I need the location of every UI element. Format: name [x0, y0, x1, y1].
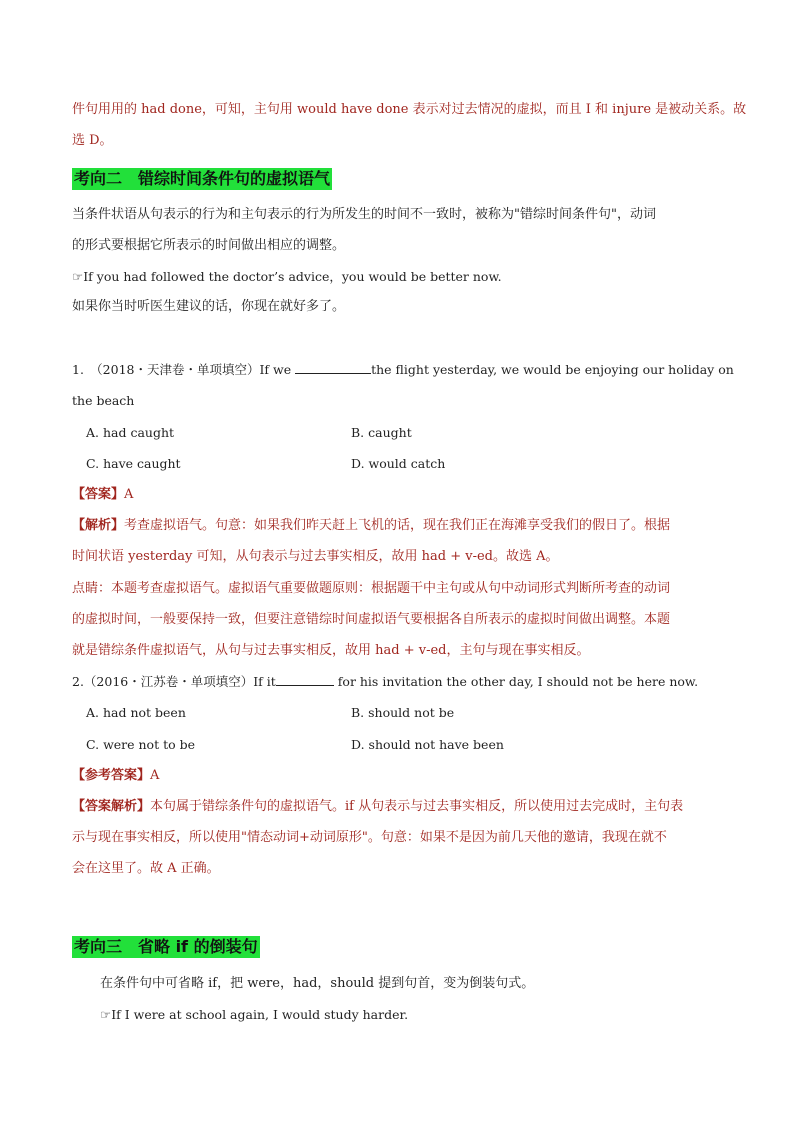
hand-pointer-icon: ☞: [72, 269, 84, 284]
section2-example-en: ☞If you had followed the doctor’s advice，you would be better now.: [72, 269, 502, 284]
q1-stem-line-2: the beach: [72, 393, 135, 408]
q1-stem: 1. （2018・天津卷・单项填空）If we the flight yesterday, we would be enjoying our holiday on: [72, 362, 734, 377]
q2-analysis-line-3: 会在这里了。故 A 正确。: [72, 861, 220, 876]
q1-tip-line-2: 的虚拟时间，一般要保持一致，但要注意错综时间虚拟语气要根据各自所表示的虚拟时间做出调整。本题: [72, 612, 671, 627]
section3-para: 在条件句中可省略 if，把 were，had，should 提到句首，变为倒装句式。: [100, 976, 535, 991]
q1-answer: 【答案】A: [72, 487, 134, 502]
q1-tip-line-1: 点睛：本题考查虚拟语气。虚拟语气重要做题原则：根据题干中主句或从句中动词形式判断所考查的动词: [72, 581, 671, 596]
q1-answer-blank: [295, 361, 371, 374]
section2-para-line-2: 的形式要根据它所表示的时间做出相应的调整。: [72, 238, 346, 253]
q1-analysis-line-1: 【解析】考查虚拟语气。句意：如果我们昨天赶上飞机的话，现在我们正在海滩享受我们的假日了。根据: [72, 518, 671, 533]
section2-para-line-1: 当条件状语从句表示的行为和主句表示的行为所发生的时间不一致时，被称为"错综时间条件句"，动词: [72, 207, 656, 222]
section-heading-2: 考向二 错综时间条件句的虚拟语气: [74, 169, 331, 188]
q1-option-a: A. had caught: [86, 425, 175, 440]
hand-pointer-icon: ☞: [100, 1007, 112, 1022]
q2-analysis-line-2: 示与现在事实相反，所以使用"情态动词+动词原形"。句意：如果不是因为前几天他的邀请，我现在就不: [72, 830, 667, 845]
q1-option-b: B. caught: [351, 425, 412, 440]
q2-answer-blank: [276, 673, 334, 686]
q2-option-d: D. should not have been: [351, 737, 504, 752]
intro-line-1: 件句用用的 had done，可知，主句用 would have done 表示对过去情况的虚拟，而且 I 和 injure 是被动关系。故: [72, 102, 747, 117]
q2-analysis-line-1: 【答案解析】本句属于错综条件句的虚拟语气。if 从句表示与过去事实相反，所以使用过去完成时，主句表: [72, 799, 684, 814]
q2-option-b: B. should not be: [351, 705, 455, 720]
q2-option-a: A. had not been: [86, 705, 186, 720]
q2-answer: 【参考答案】A: [72, 768, 160, 783]
q1-tip-line-3: 就是错综条件虚拟语气，从句与过去事实相反，故用 had + v-ed，主句与现在事实相反。: [72, 643, 590, 658]
q1-option-c: C. have caught: [86, 456, 181, 471]
q2-stem: 2.（2016・江苏卷・单项填空）If it for his invitation the other day, I should not be here now.: [72, 674, 699, 689]
q2-option-c: C. were not to be: [86, 737, 196, 752]
q1-analysis-line-2: 时间状语 yesterday 可知，从句表示与过去事实相反，故用 had + v-ed。故选 A。: [72, 549, 559, 564]
section2-example-zh: 如果你当时听医生建议的话，你现在就好多了。: [72, 299, 346, 314]
section3-example-en: ☞If I were at school again, I would study harder.: [100, 1007, 409, 1022]
intro-line-2: 选 D。: [72, 133, 113, 148]
section-heading-3: 考向三 省略 if 的倒装句: [74, 937, 258, 956]
q1-option-d: D. would catch: [351, 456, 446, 471]
